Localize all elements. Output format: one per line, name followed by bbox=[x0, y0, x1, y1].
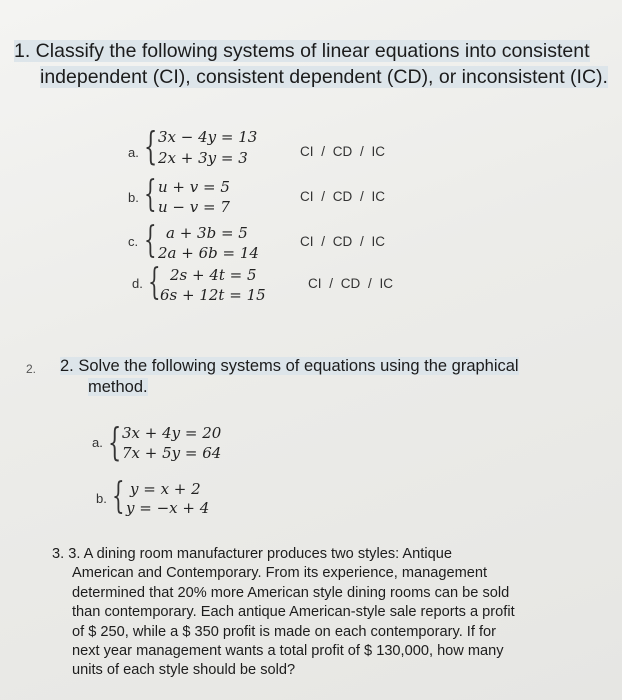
question-2-heading-line2: method. bbox=[88, 378, 148, 396]
q1-choices-c[interactable]: CI / CD / IC bbox=[300, 234, 386, 249]
equation-2: 2a + 6b = 14 bbox=[158, 244, 259, 262]
question-3-line: units of each style should be sold? bbox=[72, 662, 296, 679]
system-letter: a. bbox=[92, 435, 103, 450]
system-letter: c. bbox=[128, 234, 139, 249]
question-3-line: 3. 3. A dining room manufacturer produces two styles: Antique bbox=[52, 546, 452, 562]
brace-icon: { bbox=[148, 262, 161, 303]
question-3-line: American and Contemporary. From its experience, management bbox=[72, 565, 488, 582]
question-1-heading bbox=[14, 38, 614, 90]
system-letter: b. bbox=[96, 491, 107, 506]
question-3-line: next year management wants a total profit of $ 130,000, how many bbox=[72, 643, 504, 660]
q1-choices-d[interactable]: CI / CD / IC bbox=[308, 276, 394, 291]
brace-icon: { bbox=[144, 124, 158, 168]
question-1-heading-line1: 1. Classify the following systems of linear equations into consistent bbox=[14, 40, 590, 62]
brace-icon: { bbox=[144, 174, 157, 215]
brace-icon: { bbox=[108, 420, 122, 464]
system-letter: d. bbox=[132, 276, 143, 291]
brace-icon: { bbox=[144, 220, 157, 261]
equation-2: 6s + 12t = 15 bbox=[160, 286, 266, 304]
equation-1: 2s + 4t = 5 bbox=[170, 266, 257, 284]
question-1-heading-line2: independent (CI), consistent dependent (CD), or inconsistent (IC). bbox=[40, 66, 608, 88]
question-3-line: of $ 250, while a $ 350 profit is made on each contemporary. If for bbox=[72, 623, 496, 640]
system-letter: b. bbox=[128, 190, 139, 205]
question-2-margin-number: 2. bbox=[26, 362, 37, 376]
question-3-line: determined that 20% more American style dining rooms can be sold bbox=[72, 584, 510, 601]
brace-icon: { bbox=[112, 476, 125, 517]
question-2-heading bbox=[60, 356, 620, 398]
question-3-line: than contemporary. Each antique American-style sale reports a profit bbox=[72, 604, 515, 621]
system-letter: a. bbox=[128, 145, 139, 160]
q1-choices-b[interactable]: CI / CD / IC bbox=[300, 189, 386, 204]
equation-2: 2x + 3y = 3 bbox=[158, 149, 248, 167]
equation-1: a + 3b = 5 bbox=[166, 224, 248, 242]
equation-1: 3x + 4y = 20 bbox=[122, 424, 222, 442]
equation-2: 7x + 5y = 64 bbox=[122, 444, 222, 462]
q1-choices-a[interactable]: CI / CD / IC bbox=[300, 144, 386, 159]
question-3-text bbox=[52, 545, 612, 681]
equation-2: y = −x + 4 bbox=[126, 499, 210, 517]
equation-2: u − v = 7 bbox=[158, 198, 230, 216]
equation-1: u + v = 5 bbox=[158, 178, 230, 196]
equation-1: 3x − 4y = 13 bbox=[158, 128, 258, 146]
question-2-heading-line1: 2. Solve the following systems of equations using the graphical bbox=[60, 357, 519, 375]
equation-1: y = x + 2 bbox=[130, 480, 201, 498]
